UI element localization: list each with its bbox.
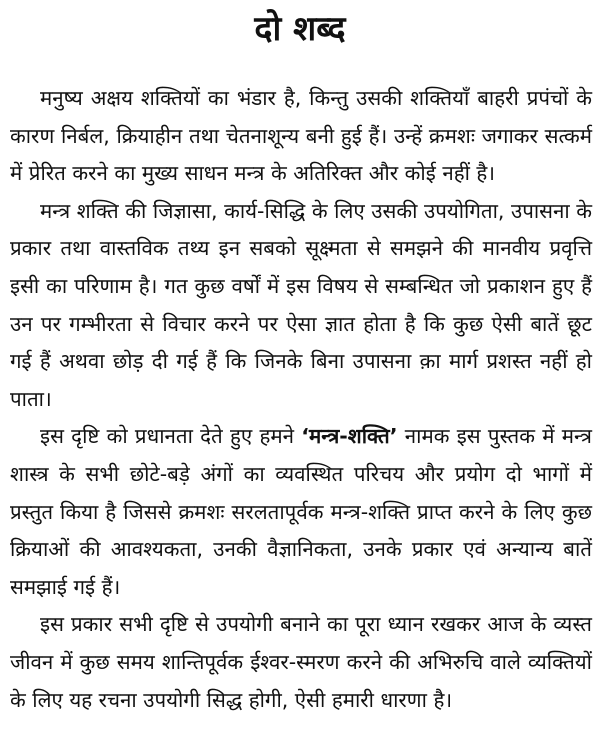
paragraph-4 xyxy=(10,606,592,719)
page-title: दो शब्द xyxy=(254,9,346,49)
paragraph-3-text-after: नामक इस पुस्तक में मन्त्र शास्त्र के सभी छोटे-बड़े अंगों का व्यवस्थित परिचय और प्रयोग दो भागों में प्रस्तुत किया है जिससे क्रमशः सरलतापूर्वक मन्त्र-शक्ति प्राप्त करने के लिए कुछ क्रियाओं की आवश्यकता, उनकी वैज्ञानिकता, उनके प्रकार एवं अन्यान्य बातें समझाई गई हैं। xyxy=(10,424,592,599)
preface-body xyxy=(10,80,592,719)
book-title-emphasis: ‘मन्त्र-शक्ति’ xyxy=(301,424,398,449)
paragraph-3-text-before: इस दृष्टि को प्रधानता देते हुए हमने xyxy=(40,424,302,449)
paragraph-2-text: मन्त्र शक्ति की जिज्ञासा, कार्य-सिद्धि के लिए उसकी उपयोगिता, उपासना के प्रकार तथा वास्तविक तथ्य इन सबको सूक्ष्मता से समझने की मानवीय प्रवृत्ति इसी का परिणाम है। गत कुछ वर्षों में इस विषय से सम्बन्धित जो प्रकाशन हुए हैं उन पर गम्भीरता से विचार करने पर ऐसा ज्ञात होता है कि कुछ ऐसी बातें छूट गई हैं अथवा छोड़ दी गई हैं कि जिनके बिना उपासना क़ा मार्ग प्रशस्त नहीं हो पाता। xyxy=(10,198,592,411)
paragraph-1 xyxy=(10,80,592,193)
paragraph-1-text: मनुष्य अक्षय शक्तियों का भंडार है, किन्तु उसकी शक्तियाँ बाहरी प्रपंचों के कारण निर्बल, क्रियाहीन तथा चेतनाशून्य बनी हुई हैं। उन्हें क्रमशः जगाकर सत्कर्म में प्रेरित करने का मुख्य साधन मन्त्र के अतिरिक्त और कोई नहीं है। xyxy=(10,86,592,186)
paragraph-4-text: इस प्रकार सभी दृष्टि से उपयोगी बनाने का पूरा ध्यान रखकर आज के व्यस्त जीवन में कुछ समय शान्तिपूर्वक ईश्वर-स्मरण करने की अभिरुचि वाले व्यक्तियों के लिए यह रचना उपयोगी सिद्ध होगी, ऐसी हमारी धारणा है। xyxy=(10,612,592,712)
paragraph-2 xyxy=(10,193,592,419)
paragraph-3 xyxy=(10,418,592,606)
